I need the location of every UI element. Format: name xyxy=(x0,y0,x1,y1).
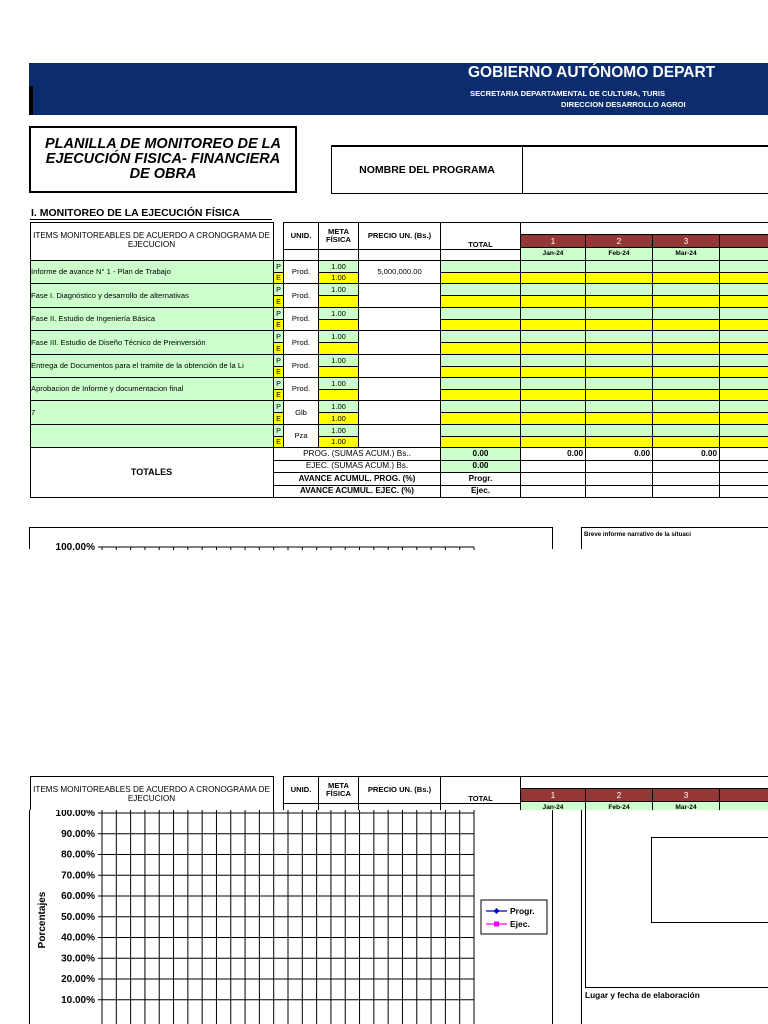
items-header: ITEMS MONITOREABLES DE ACUERDO A CRONOGRAMA DE EJECUCION xyxy=(30,776,274,810)
y-tick-label: 80.00% xyxy=(61,849,95,861)
exec-marker: E xyxy=(274,413,284,425)
unit: Prod. xyxy=(284,284,319,308)
month-executed[interactable] xyxy=(521,273,586,284)
total-executed[interactable] xyxy=(441,437,521,448)
item-name: Fase II. Estudio de Ingeniería Básica xyxy=(30,308,274,331)
totals-row-month-partial xyxy=(720,448,768,461)
month-planned[interactable] xyxy=(521,425,586,437)
month-planned[interactable] xyxy=(653,284,720,296)
pe-header xyxy=(274,776,284,810)
month-planned[interactable] xyxy=(586,355,653,367)
month-planned[interactable] xyxy=(521,261,586,273)
total-executed[interactable] xyxy=(441,367,521,378)
unit: Pza xyxy=(284,425,319,448)
month-planned[interactable] xyxy=(586,284,653,296)
month-planned[interactable] xyxy=(521,355,586,367)
exec-marker: E xyxy=(274,390,284,401)
month-executed[interactable] xyxy=(720,296,768,308)
y-tick-label: 20.00% xyxy=(61,974,95,985)
place-date-label: Lugar y fecha de elaboración xyxy=(585,990,700,1000)
progress-chart-svg xyxy=(30,810,554,1024)
unit-price[interactable] xyxy=(359,308,441,331)
unit: Prod. xyxy=(284,308,319,331)
total-executed[interactable] xyxy=(441,273,521,284)
month-planned[interactable] xyxy=(720,284,768,296)
unit: Prod. xyxy=(284,355,319,378)
month-executed[interactable] xyxy=(720,367,768,378)
total-header: TOTAL xyxy=(441,222,521,250)
month-planned[interactable] xyxy=(720,261,768,273)
item-name: Informe de avance N° 1 - Plan de Trabajo xyxy=(30,261,274,284)
month-executed[interactable] xyxy=(521,367,586,378)
unit-price[interactable] xyxy=(359,401,441,425)
unit-price[interactable] xyxy=(359,355,441,378)
unit: Prod. xyxy=(284,261,319,284)
items-header: ITEMS MONITOREABLES DE ACUERDO A CRONOGRAMA DE EJECUCION xyxy=(30,222,274,261)
total-planned[interactable] xyxy=(441,401,521,413)
unit: Prod. xyxy=(284,331,319,355)
total-planned[interactable] xyxy=(441,308,521,320)
totals-row-label: AVANCE ACUMUL. PROG. (%) xyxy=(274,473,441,486)
plan-marker: P xyxy=(274,284,284,296)
secretaria-subtitle: SECRETARIA DEPARTAMENTAL DE CULTURA, TURIS xyxy=(470,89,666,98)
month-planned[interactable] xyxy=(720,401,768,413)
month-number-partial xyxy=(720,789,768,802)
month-planned[interactable] xyxy=(586,425,653,437)
month-label: Mar-24 xyxy=(653,248,720,261)
month-number-partial xyxy=(720,235,768,248)
plan-marker: P xyxy=(274,355,284,367)
exec-marker: E xyxy=(274,343,284,355)
meta-subheader xyxy=(319,250,359,261)
exec-marker: E xyxy=(274,320,284,331)
month-planned[interactable] xyxy=(586,308,653,320)
section-underline xyxy=(30,219,272,220)
total-executed[interactable] xyxy=(441,320,521,331)
month-executed[interactable] xyxy=(720,320,768,331)
month-number: 1 xyxy=(521,789,586,802)
month-executed[interactable] xyxy=(586,296,653,308)
unit-price[interactable] xyxy=(359,284,441,308)
unit: Prod. xyxy=(284,378,319,401)
total-planned[interactable] xyxy=(441,425,521,437)
month-number: 2 xyxy=(586,235,653,248)
section-title: I. MONITOREO DE LA EJECUCIÓN FÍSICA xyxy=(31,207,240,219)
month-planned[interactable] xyxy=(521,378,586,390)
month-executed[interactable] xyxy=(521,343,586,355)
month-planned[interactable] xyxy=(720,308,768,320)
month-executed[interactable] xyxy=(653,413,720,425)
precio-subheader xyxy=(359,250,441,261)
program-name-label: NOMBRE DEL PROGRAMA xyxy=(359,164,495,176)
month-label: Jan-24 xyxy=(521,802,586,810)
month-executed[interactable] xyxy=(586,413,653,425)
totals-row-month-partial xyxy=(720,461,768,473)
y-tick-label: 90.00% xyxy=(61,828,95,840)
month-executed[interactable] xyxy=(586,320,653,331)
total-executed[interactable] xyxy=(441,343,521,355)
total-header: TOTAL xyxy=(441,776,521,804)
month-executed[interactable] xyxy=(521,390,586,401)
unid-header: UNID. xyxy=(284,776,319,804)
total-executed[interactable] xyxy=(441,296,521,308)
unit-price[interactable] xyxy=(359,331,441,355)
month-executed[interactable] xyxy=(653,437,720,448)
meta-executed[interactable]: 1.00 xyxy=(319,437,359,448)
month-executed[interactable] xyxy=(521,296,586,308)
month-planned[interactable] xyxy=(586,401,653,413)
totals-row-label: EJEC. (SUMAS ACUM.) Bs. xyxy=(274,461,441,473)
meta-planned[interactable]: 1.00 xyxy=(319,284,359,296)
totals-row-month: 0.00 xyxy=(521,448,586,461)
meta-planned[interactable]: 1.00 xyxy=(319,331,359,343)
exec-marker: E xyxy=(274,296,284,308)
item-name xyxy=(30,425,274,448)
meta-executed[interactable]: 1.00 xyxy=(319,273,359,284)
month-executed[interactable] xyxy=(653,390,720,401)
month-planned[interactable] xyxy=(521,331,586,343)
progress-chart-top-svg xyxy=(30,528,554,550)
month-label: Mar-24 xyxy=(653,802,720,810)
month-executed[interactable] xyxy=(653,343,720,355)
program-name-label-box xyxy=(331,145,523,194)
total-executed[interactable] xyxy=(441,390,521,401)
plan-marker: P xyxy=(274,331,284,343)
meta-planned[interactable]: 1.00 xyxy=(319,425,359,437)
month-executed[interactable] xyxy=(720,437,768,448)
month-planned[interactable] xyxy=(720,355,768,367)
month-label-partial xyxy=(720,248,768,261)
month-executed[interactable] xyxy=(586,273,653,284)
totals-row-month xyxy=(521,473,586,486)
total-planned[interactable] xyxy=(441,284,521,296)
plan-marker: P xyxy=(274,261,284,273)
meta-executed[interactable]: 1.00 xyxy=(319,413,359,425)
month-planned[interactable] xyxy=(653,401,720,413)
month-label-partial xyxy=(720,802,768,810)
table-left-border xyxy=(30,776,31,810)
exec-marker: E xyxy=(274,437,284,448)
totals-row-month: 0.00 xyxy=(586,448,653,461)
month-planned[interactable] xyxy=(720,425,768,437)
totals-row-month xyxy=(586,473,653,486)
total-planned[interactable] xyxy=(441,331,521,343)
totals-row-total: Ejec. xyxy=(441,486,521,498)
totals-row-total: 0.00 xyxy=(441,448,521,461)
totals-row-month xyxy=(586,461,653,473)
y-axis-label: Porcentajes xyxy=(37,891,48,949)
month-planned[interactable] xyxy=(653,261,720,273)
totals-row-month: 0.00 xyxy=(653,448,720,461)
header-banner-edge xyxy=(29,86,33,115)
meta-planned[interactable]: 1.00 xyxy=(319,308,359,320)
totals-row-month xyxy=(653,486,720,498)
month-executed[interactable] xyxy=(720,343,768,355)
month-number: 3 xyxy=(653,235,720,248)
totals-label: TOTALES xyxy=(30,448,274,498)
plan-marker: P xyxy=(274,308,284,320)
progress-chart xyxy=(29,810,553,1024)
y-tick-label: 100.00% xyxy=(55,810,95,819)
unit-price[interactable] xyxy=(359,425,441,448)
monitoring-table xyxy=(30,222,768,500)
totals-row-total: 0.00 xyxy=(441,461,521,473)
legend-label: Ejec. xyxy=(510,919,530,929)
month-planned[interactable] xyxy=(720,378,768,390)
month-executed[interactable] xyxy=(720,413,768,425)
month-executed[interactable] xyxy=(653,367,720,378)
month-planned[interactable] xyxy=(653,331,720,343)
progress-chart-top xyxy=(29,527,553,549)
month-executed[interactable] xyxy=(653,320,720,331)
meta-header: META FÍSICA xyxy=(319,776,359,804)
meta-executed[interactable] xyxy=(319,390,359,401)
unit: Glb xyxy=(284,401,319,425)
month-planned[interactable] xyxy=(521,284,586,296)
total-subheader xyxy=(441,250,521,261)
month-planned[interactable] xyxy=(720,331,768,343)
government-title: GOBIERNO AUTÓNOMO DEPART xyxy=(468,64,716,81)
meta-planned[interactable]: 1.00 xyxy=(319,378,359,390)
y-tick-label: 10.00% xyxy=(61,994,95,1006)
plan-marker: P xyxy=(274,378,284,390)
month-executed[interactable] xyxy=(586,367,653,378)
month-executed[interactable] xyxy=(653,296,720,308)
totals-row-month xyxy=(653,473,720,486)
unit-price[interactable] xyxy=(359,378,441,401)
total-executed[interactable] xyxy=(441,413,521,425)
program-name-value[interactable] xyxy=(522,145,768,194)
totals-row-month xyxy=(521,461,586,473)
exec-marker: E xyxy=(274,273,284,284)
total-planned[interactable] xyxy=(441,355,521,367)
item-name: Fase III. Estudio de Diseño Técnico de Preinversión xyxy=(30,331,274,355)
month-label: Jan-24 xyxy=(521,248,586,261)
totals-row-label: PROG. (SUMAS ACUM.) Bs.. xyxy=(274,448,441,461)
total-planned[interactable] xyxy=(441,378,521,390)
month-header-blank xyxy=(521,222,768,235)
plan-marker: P xyxy=(274,401,284,413)
month-label: Feb-24 xyxy=(586,248,653,261)
month-number: 2 xyxy=(586,789,653,802)
item-name: Fase I. Diagnóstico y desarrollo de alternativas xyxy=(30,284,274,308)
totals-row-month xyxy=(586,486,653,498)
month-planned[interactable] xyxy=(521,401,586,413)
month-executed[interactable] xyxy=(586,390,653,401)
month-planned[interactable] xyxy=(653,355,720,367)
legend-marker xyxy=(494,922,499,927)
y-tick-label: 70.00% xyxy=(61,870,95,882)
plan-marker: P xyxy=(274,425,284,437)
month-executed[interactable] xyxy=(720,390,768,401)
table-top-border xyxy=(30,776,274,777)
y-tick-label: 60.00% xyxy=(61,891,95,902)
y-tick-label: 30.00% xyxy=(61,953,95,965)
repeated-table-header xyxy=(30,776,768,810)
meta-planned[interactable]: 1.00 xyxy=(319,355,359,367)
total-planned[interactable] xyxy=(441,261,521,273)
item-name: 7 xyxy=(30,401,274,425)
y-tick-label: 100.00% xyxy=(55,542,95,550)
month-planned[interactable] xyxy=(586,261,653,273)
totals-row-month xyxy=(521,486,586,498)
month-planned[interactable] xyxy=(586,378,653,390)
meta-executed[interactable] xyxy=(319,343,359,355)
unid-header: UNID. xyxy=(284,222,319,250)
totals-row-month-partial xyxy=(720,486,768,498)
meta-header: META FÍSICA xyxy=(319,222,359,250)
month-header-blank xyxy=(521,776,768,789)
table-top-border xyxy=(30,222,274,223)
month-planned[interactable] xyxy=(653,308,720,320)
precio-header: PRECIO UN. (Bs.) xyxy=(359,776,441,804)
totals-row-month xyxy=(653,461,720,473)
unid-subheader xyxy=(284,250,319,261)
y-tick-label: 40.00% xyxy=(61,932,95,944)
month-executed[interactable] xyxy=(720,273,768,284)
item-name: Entrega de Documentos para el tramite de la obtención de la Li xyxy=(30,355,274,378)
totals-row-month-partial xyxy=(720,473,768,486)
form-title-box xyxy=(29,126,297,193)
month-executed[interactable] xyxy=(521,413,586,425)
month-planned[interactable] xyxy=(653,425,720,437)
precio-header: PRECIO UN. (Bs.) xyxy=(359,222,441,250)
totals-row-total: Progr. xyxy=(441,473,521,486)
month-executed[interactable] xyxy=(586,343,653,355)
month-executed[interactable] xyxy=(521,437,586,448)
table-left-border xyxy=(30,222,31,498)
meta-executed[interactable] xyxy=(319,367,359,378)
month-label: Feb-24 xyxy=(586,802,653,810)
meta-executed[interactable] xyxy=(319,320,359,331)
month-planned[interactable] xyxy=(521,308,586,320)
month-number: 3 xyxy=(653,789,720,802)
legend-label: Progr. xyxy=(510,906,535,916)
exec-marker: E xyxy=(274,367,284,378)
month-planned[interactable] xyxy=(586,331,653,343)
item-name: Aprobacion de Informe y documentacion final xyxy=(30,378,274,401)
meta-planned[interactable]: 1.00 xyxy=(319,401,359,413)
month-planned[interactable] xyxy=(653,378,720,390)
signature-box xyxy=(651,837,768,923)
month-executed[interactable] xyxy=(653,273,720,284)
month-executed[interactable] xyxy=(586,437,653,448)
month-executed[interactable] xyxy=(521,320,586,331)
y-tick-label: 50.00% xyxy=(61,911,95,923)
unit-price[interactable]: 5,000,000.00 xyxy=(359,261,441,284)
pe-header xyxy=(274,222,284,261)
totals-row-label: AVANCE ACUMUL. EJEC. (%) xyxy=(274,486,441,498)
month-number: 1 xyxy=(521,235,586,248)
meta-planned[interactable]: 1.00 xyxy=(319,261,359,273)
form-title: PLANILLA DE MONITOREO DE LA EJECUCIÓN FISICA- FINANCIERA DE OBRA xyxy=(44,136,282,182)
meta-executed[interactable] xyxy=(319,296,359,308)
direccion-subtitle: DIRECCION DESARROLLO AGROI xyxy=(561,100,686,109)
narrative-label: Breve informe narrativo de la situaci xyxy=(584,531,691,538)
